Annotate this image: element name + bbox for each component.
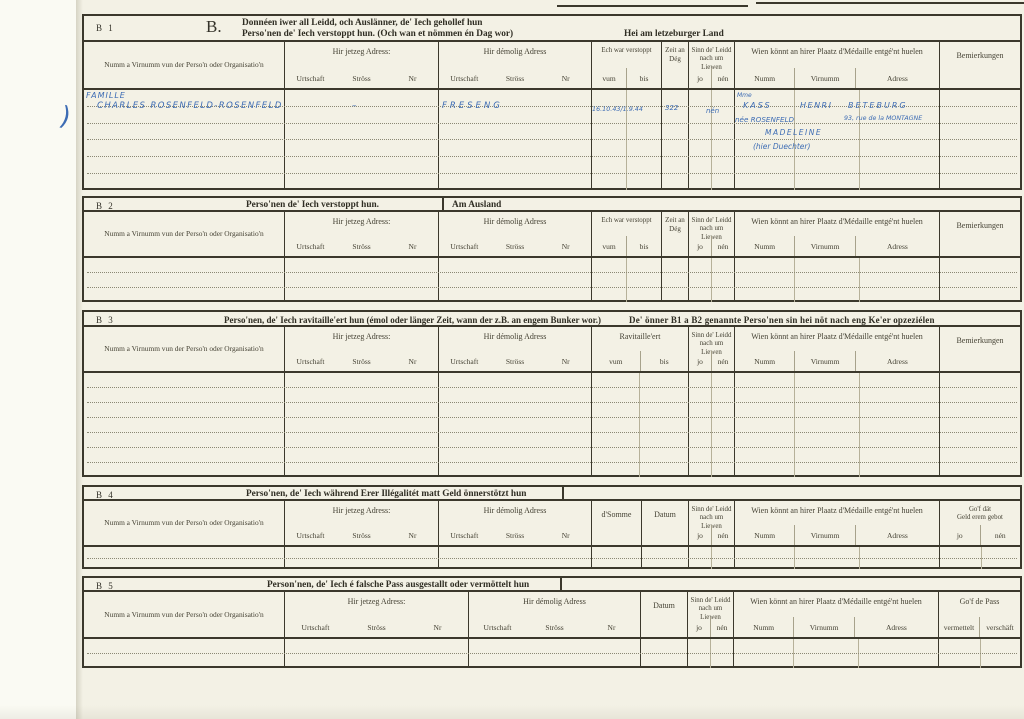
form-section-b1	[82, 14, 1022, 190]
table-row	[87, 157, 1017, 174]
entry-name-line1: FAMILLE	[86, 91, 126, 100]
section-b3-data-area	[84, 373, 1020, 477]
col-header-demolig-adress: Hir démolig Adress Urtschaft Ströss Nr	[439, 42, 592, 88]
col-header-name: Numm a Virnumm vun der Perso'n oder Organisatio'n	[84, 501, 285, 545]
col-header-datum: Datum	[642, 501, 689, 545]
section-b1-title-line2: Perso'nen de' Iech verstoppt hun. (Och wan et nömmen én Dag wor)	[242, 29, 514, 39]
col-header-gof-geld: Go'f dät Geld erem gebot jo nén	[940, 501, 1020, 545]
col-header-verstoppt: Ech war verstoppt vum bis	[592, 212, 662, 256]
col-header-jetzeg-adress: Hir jetzeg Adress: Urtschaft Ströss Nr	[285, 501, 439, 545]
section-b5-id: B 5	[96, 580, 115, 591]
col-header-datum: Datum	[641, 592, 688, 637]
row-grid	[84, 547, 1020, 569]
col-header-jetzeg-adress: Hir jetzeg Adress: Urtschaft Ströss Nr	[285, 42, 439, 88]
entry-demolig-urtschaft: FRESENG	[442, 101, 503, 111]
entry-medaille-virnumm: HENRI	[800, 101, 833, 110]
col-header-demolig-adress: Hir démolig Adress Urtschaft Ströss Nr	[439, 212, 592, 256]
form-section-b3	[82, 310, 1022, 477]
table-row	[87, 258, 1017, 273]
scan-cutoff-line	[756, 2, 1024, 4]
col-header-medaille: Wien könnt an hirer Plaatz d'Médaille entgé'nt huelen Numm Virnumm Adress	[735, 327, 940, 371]
row-grid	[84, 373, 1020, 477]
section-b2-id: B 2	[96, 200, 115, 211]
col-header-jetzeg-adress: Hir jetzeg Adress: Urtschaft Ströss Nr	[285, 327, 439, 371]
table-row	[87, 418, 1017, 433]
entry-name-line2: CHARLES ROSENFELD-ROSENFELD	[97, 101, 283, 111]
col-header-demolig-adress: Hir démolig Adress Urtschaft Ströss Nr	[469, 592, 641, 637]
col-header-name: Numm a Virnumm vun der Perso'n oder Organisatio'n	[84, 42, 285, 88]
table-row	[87, 448, 1017, 463]
entry-medaille-line4: (hier Duechter)	[753, 142, 811, 151]
section-b4-header-row	[84, 501, 1020, 547]
entry-liewen-nen: nén	[706, 107, 720, 115]
col-header-sinn-liewen: Sinn de' Leidd nach um Liewen jo nén	[689, 42, 735, 88]
section-b2-title: Perso'nen de' Iech verstoppt hun.	[246, 200, 380, 210]
section-b5-title-row	[84, 578, 1020, 592]
title-divider	[562, 487, 564, 499]
section-b2-header-row	[84, 212, 1020, 258]
section-b1-letter: B.	[206, 17, 222, 36]
entry-zeit-an-deg: 322	[665, 104, 679, 112]
table-row	[87, 124, 1017, 141]
col-header-name: Numm a Virnumm vun der Perso'n oder Organisatio'n	[84, 592, 285, 637]
section-b4-id: B 4	[96, 489, 115, 500]
section-b4-title-row	[84, 487, 1020, 501]
form-section-b2	[82, 196, 1022, 302]
section-b3-title-row	[84, 312, 1020, 327]
section-b3-title-extra: De' önner B1 a B2 genannte Perso'nen sin hei nöt nach eng Ke'er opzeziélen	[629, 314, 935, 325]
col-header-gof-pass: Go'f de Pass vermettelt verschäft	[939, 592, 1020, 637]
table-row	[87, 388, 1017, 403]
section-b3-title: Perso'nen, de' Iech ravitaille'ert hun (émol oder länger Zeit, wann der z.B. an engem Bunker wor.)	[224, 314, 601, 325]
row-grid	[84, 639, 1020, 668]
section-b1-title-line1: Donnéen iwer all Leidd, och Auslänner, de' Iech gehollef hun	[242, 18, 483, 28]
entry-medaille-line3: MADELEINE	[765, 128, 823, 137]
col-header-demolig-adress: Hir démolig Adress Urtschaft Ströss Nr	[439, 327, 592, 371]
section-b4-title: Perso'nen, de' Iech während Erer Illégalitét matt Geld önnerstötzt hun	[246, 489, 527, 499]
col-header-bemierkungen: Bemierkungen	[956, 221, 1004, 230]
entry-jetzeg-adress: –	[352, 101, 357, 111]
handwritten-margin-mark: )	[56, 101, 74, 133]
form-section-b5	[82, 576, 1022, 668]
col-header-name: Numm a Virnumm vun der Perso'n oder Organisatio'n	[84, 212, 285, 256]
table-row	[87, 547, 1017, 559]
col-header-jetzeg-adress: Hir jetzeg Adress: Urtschaft Ströss Nr	[285, 212, 439, 256]
entry-medaille-line2: née ROSENFELD	[735, 115, 795, 124]
form-section-b4	[82, 485, 1022, 569]
title-divider	[560, 578, 562, 590]
table-row	[87, 463, 1017, 477]
table-row	[87, 559, 1017, 570]
col-header-medaille: Wien könnt an hirer Plaatz d'Médaille entgé'nt huelen Numm Virnumm Adress	[735, 42, 940, 88]
entry-medaille-prefix: Mme	[737, 92, 752, 99]
table-row	[87, 288, 1017, 302]
row-grid	[84, 258, 1020, 302]
section-b3-id: B 3	[96, 315, 115, 325]
col-header-dsomme: d'Somme	[592, 501, 642, 545]
section-b1-data-area	[84, 90, 1020, 190]
col-header-sinn-liewen: Sinn de' Leidd nach um Liewen jo nén	[689, 501, 735, 545]
title-divider	[442, 198, 444, 210]
table-row	[87, 373, 1017, 388]
entry-medaille-adress1: BETEBURG	[848, 101, 908, 110]
entry-medaille-adress2: 93, rue de la MONTAGNE	[844, 115, 923, 122]
section-b2-title-row	[84, 198, 1020, 212]
section-b5-data-area	[84, 639, 1020, 668]
section-b1-title-bold: Hei am letzeburger Land	[624, 29, 724, 39]
section-b5-header-row	[84, 592, 1020, 639]
col-header-bemierkungen: Bemierkungen	[956, 336, 1004, 345]
col-header-sinn-liewen: Sinn de' Leidd nach um Liewen jo nén	[689, 327, 735, 371]
col-header-medaille: Wien könnt an hirer Plaatz d'Médaille entgé'nt huelen Numm Virnumm Adress	[735, 212, 940, 256]
table-row	[87, 174, 1017, 190]
table-row	[87, 140, 1017, 157]
col-header-jetzeg-adress: Hir jetzeg Adress: Urtschaft Ströss Nr	[285, 592, 469, 637]
table-row	[87, 654, 1017, 668]
table-row	[87, 403, 1017, 418]
table-row	[87, 639, 1017, 654]
section-b4-data-area	[84, 547, 1020, 569]
section-b1-header-row	[84, 42, 1020, 90]
section-b3-header-row	[84, 327, 1020, 373]
col-header-verstoppt: Ech war verstoppt vum bis	[592, 42, 662, 88]
col-header-zeit: Zeit an Dég	[662, 42, 689, 88]
entry-medaille-numm: KASS	[743, 101, 772, 110]
col-header-name: Numm a Virnumm vun der Perso'n oder Organisatio'n	[84, 327, 285, 371]
section-b2-title-extra: Am Ausland	[452, 200, 502, 210]
col-header-medaille: Wien könnt an hirer Plaatz d'Médaille entgé'nt huelen Numm Virnumm Adress	[735, 501, 940, 545]
col-header-sinn-liewen: Sinn de' Leidd nach um Liewen jo nén	[689, 212, 735, 256]
section-b2-data-area	[84, 258, 1020, 302]
scan-cutoff-line	[557, 5, 748, 7]
section-b1-title-row	[84, 16, 1020, 42]
table-row	[87, 273, 1017, 288]
scan-bottom-shade	[0, 705, 1024, 719]
section-b5-title: Person'nen, de' Iech é falsche Pass ausgestallt oder vermöttelt hun	[267, 580, 530, 590]
col-header-ravitailleert: Ravitaille'ert vum bis	[592, 327, 689, 371]
table-row	[87, 433, 1017, 448]
section-b1-id: B 1	[96, 23, 115, 33]
col-header-medaille: Wien könnt an hirer Plaatz d'Médaille entgé'nt huelen Numm Virnumm Adress	[734, 592, 939, 637]
col-header-zeit: Zeit an Dég	[662, 212, 689, 256]
col-header-sinn-liewen: Sinn de' Leidd nach um Liewen jo nén	[688, 592, 734, 637]
entry-verstoppt-dates: 16.10.43/1.9.44	[592, 105, 643, 113]
col-header-bemierkungen: Bemierkungen	[956, 51, 1004, 60]
col-header-demolig-adress: Hir démolig Adress Urtschaft Ströss Nr	[439, 501, 592, 545]
